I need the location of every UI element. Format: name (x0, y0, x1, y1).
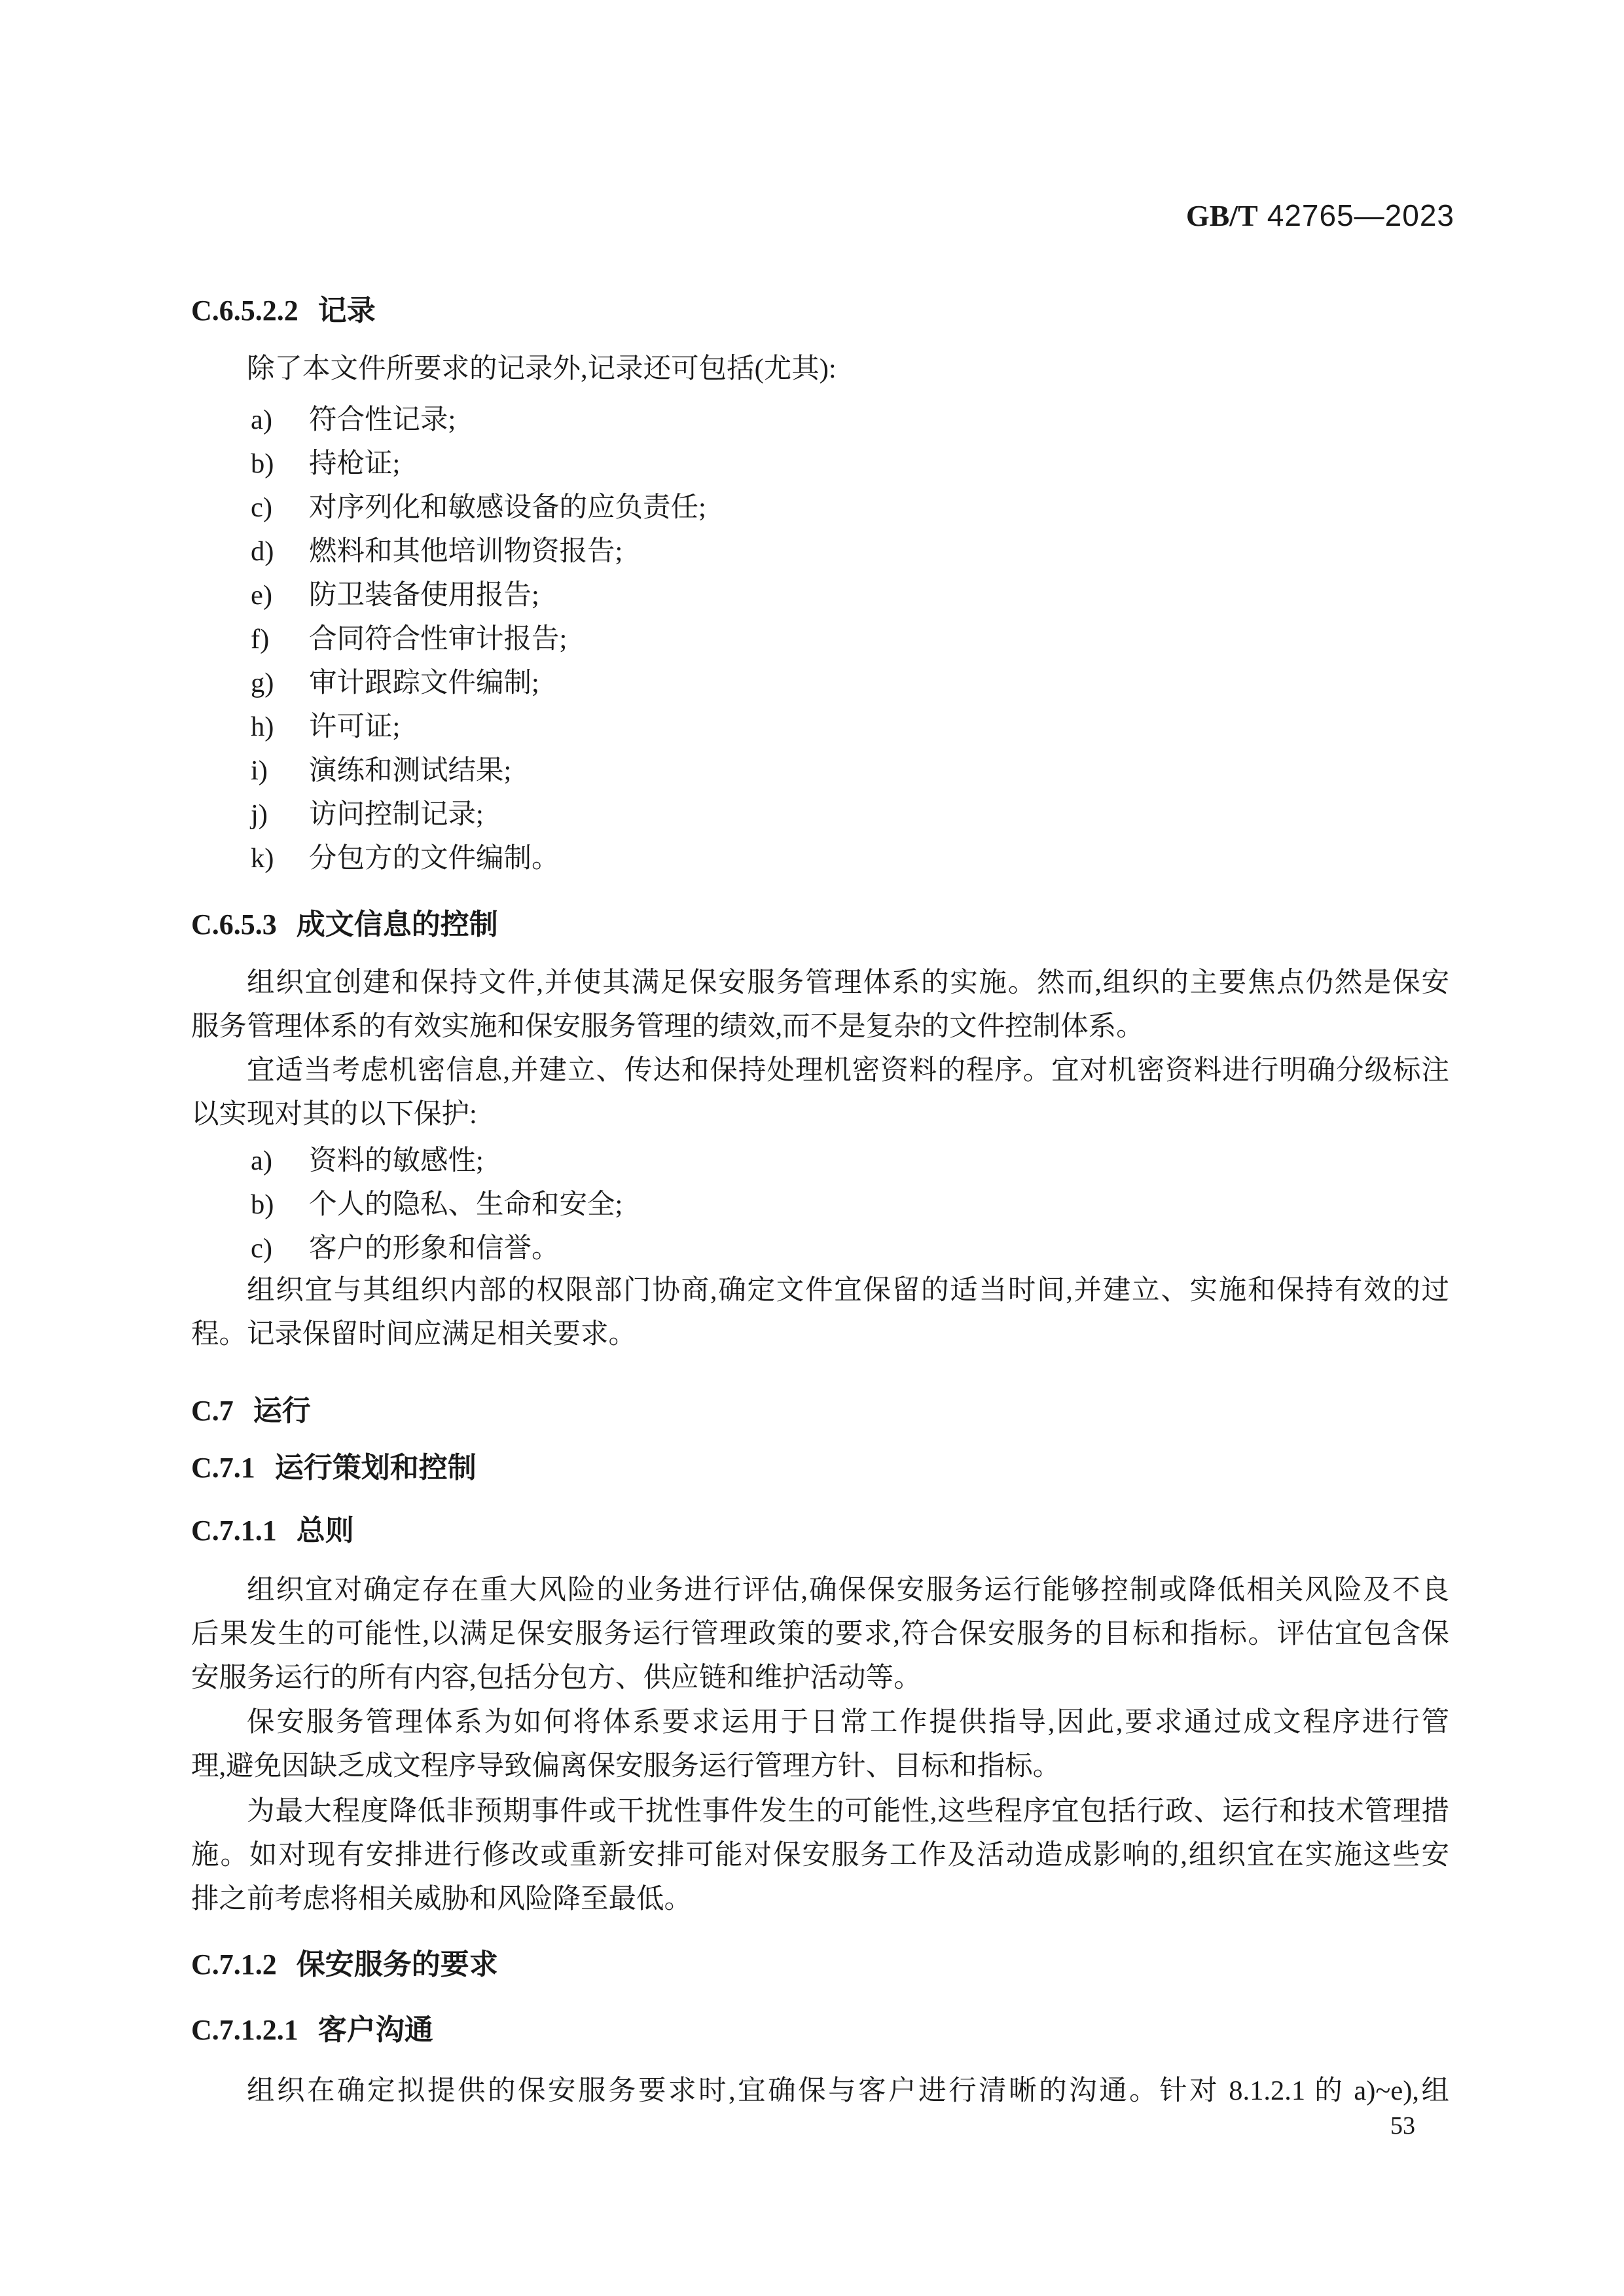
records-list (191, 398, 1449, 880)
list-item-i (191, 749, 1449, 793)
list-text: 访问控制记录; (309, 799, 484, 830)
list-marker: d) (251, 536, 274, 567)
page-number: 53 (1390, 2112, 1415, 2140)
list-marker: b) (251, 1189, 274, 1220)
list-text: 合同符合性审计报告; (309, 624, 568, 655)
doc-code (1186, 199, 1454, 232)
section-title: 成文信息的控制 (296, 908, 498, 941)
text-line: 以实现对其的以下保护: (191, 1099, 477, 1130)
protection-list (191, 1139, 1449, 1270)
list-marker: h) (251, 711, 274, 742)
list-item-c (191, 486, 1449, 529)
section-heading-c7 (191, 1389, 1449, 1433)
list-marker: i) (251, 755, 268, 786)
list-item-b (191, 442, 1449, 486)
text-line: 服务管理体系的有效实施和保安服务管理的绩效,而不是复杂的文件控制体系。 (191, 1011, 1144, 1042)
text-line: 施。如对现有安排进行修改或重新安排可能对保安服务工作及活动造成影响的,组织宜在实施这些安 (191, 1840, 1449, 1871)
section-heading-c7121 (191, 2008, 1449, 2053)
text-line: 宜适当考虑机密信息,并建立、传达和保持处理机密资料的程序。宜对机密资料进行明确分级标注 (247, 1055, 1449, 1086)
list-item-d (191, 529, 1449, 573)
list-text: 防卫装备使用报告; (309, 580, 539, 611)
list-text: 分包方的文件编制。 (309, 843, 560, 874)
list-marker: g) (251, 668, 274, 698)
list-item-k (191, 836, 1449, 880)
paragraph-c7121-1 (191, 2069, 1449, 2113)
paragraph-c711-3 (191, 1789, 1449, 1921)
paragraph-c711-2 (191, 1700, 1449, 1788)
section-title: 运行 (253, 1395, 311, 1427)
list-marker: c) (251, 1233, 273, 1264)
doc-code-prefix: GB/T (1185, 199, 1258, 232)
list-text: 客户的形象和信誉。 (309, 1233, 560, 1264)
list-item-g (191, 661, 1449, 705)
doc-code-number: 42765—2023 (1267, 198, 1454, 232)
list-item-a (191, 398, 1449, 442)
list-marker: c) (251, 492, 273, 523)
section-heading-c71 (191, 1446, 1449, 1490)
section-number: C.6.5.3 (191, 908, 277, 941)
list-text: 对序列化和敏感设备的应负责任; (309, 492, 706, 523)
list-marker: j) (251, 799, 268, 830)
paragraph-c653-1 (191, 961, 1449, 1049)
list-item-f (191, 617, 1449, 661)
section-heading-c711 (191, 1509, 1449, 1553)
text-line: 安服务运行的所有内容,包括分包方、供应链和维护活动等。 (191, 1662, 922, 1693)
text-line: 组织宜对确定存在重大风险的业务进行评估,确保保安服务运行能够控制或降低相关风险及不良 (247, 1575, 1449, 1605)
list-text: 符合性记录; (309, 404, 456, 435)
list-text: 个人的隐私、生命和安全; (309, 1189, 623, 1220)
text-line: 为最大程度降低非预期事件或干扰性事件发生的可能性,这些程序宜包括行政、运行和技术管理措 (247, 1796, 1449, 1827)
list-text: 演练和测试结果; (309, 755, 512, 786)
paragraph-records-intro (191, 347, 1449, 391)
text-line: 组织在确定拟提供的保安服务要求时,宜确保与客户进行清晰的沟通。针对 8.1.2.1 的 a)~e),组 (247, 2075, 1449, 2106)
list-item-h (191, 705, 1449, 749)
list-item-c (191, 1227, 1449, 1270)
list-text: 审计跟踪文件编制; (309, 668, 539, 698)
section-title: 运行策划和控制 (274, 1452, 477, 1484)
list-text: 持枪证; (309, 448, 401, 479)
section-title: 总则 (296, 1515, 354, 1547)
text-line: 排之前考虑将相关威胁和风险降至最低。 (191, 1884, 693, 1914)
list-marker: a) (251, 404, 273, 435)
section-number: C.7.1 (191, 1452, 255, 1484)
list-marker: k) (251, 843, 274, 874)
page-content (191, 0, 1454, 2296)
section-heading-c6522 (191, 289, 1449, 333)
text-line: 保安服务管理体系为如何将体系要求运用于日常工作提供指导,因此,要求通过成文程序进行管 (247, 1707, 1449, 1738)
section-number: C.7.1.2.1 (191, 2014, 298, 2046)
text-line: 组织宜创建和保持文件,并使其满足保安服务管理体系的实施。然而,组织的主要焦点仍然是保安 (247, 967, 1449, 998)
list-item-j (191, 793, 1449, 836)
section-number: C.7 (191, 1395, 234, 1427)
list-text: 燃料和其他培训物资报告; (309, 536, 623, 567)
list-marker: f) (251, 624, 270, 655)
text-line: 后果发生的可能性,以满足保安服务运行管理政策的要求,符合保安服务的目标和指标。评估宜包含保 (191, 1619, 1449, 1649)
list-item-a (191, 1139, 1449, 1183)
text-line: 理,避免因缺乏成文程序导致偏离保安服务运行管理方针、目标和指标。 (191, 1751, 1061, 1782)
list-item-b (191, 1183, 1449, 1227)
list-item-e (191, 573, 1449, 617)
text-line: 组织宜与其组织内部的权限部门协商,确定文件宜保留的适当时间,并建立、实施和保持有效的过 (247, 1275, 1449, 1306)
paragraph-c653-3 (191, 1268, 1449, 1356)
list-marker: b) (251, 448, 274, 479)
paragraph-c653-2 (191, 1049, 1449, 1136)
list-marker: e) (251, 580, 273, 611)
list-marker: a) (251, 1145, 273, 1176)
list-text: 资料的敏感性; (309, 1145, 484, 1176)
section-heading-c712 (191, 1943, 1449, 1987)
paragraph-c711-1 (191, 1568, 1449, 1700)
section-heading-c653 (191, 903, 1449, 947)
text-line: 除了本文件所要求的记录外,记录还可包括(尤其): (247, 353, 837, 384)
section-number: C.7.1.2 (191, 1948, 277, 1981)
list-text: 许可证; (309, 711, 401, 742)
section-number: C.6.5.2.2 (191, 295, 298, 327)
section-title: 保安服务的要求 (296, 1948, 498, 1981)
section-title: 记录 (317, 295, 376, 327)
text-line: 程。记录保留时间应满足相关要求。 (191, 1319, 637, 1350)
section-title: 客户沟通 (317, 2014, 433, 2046)
section-number: C.7.1.1 (191, 1515, 277, 1547)
